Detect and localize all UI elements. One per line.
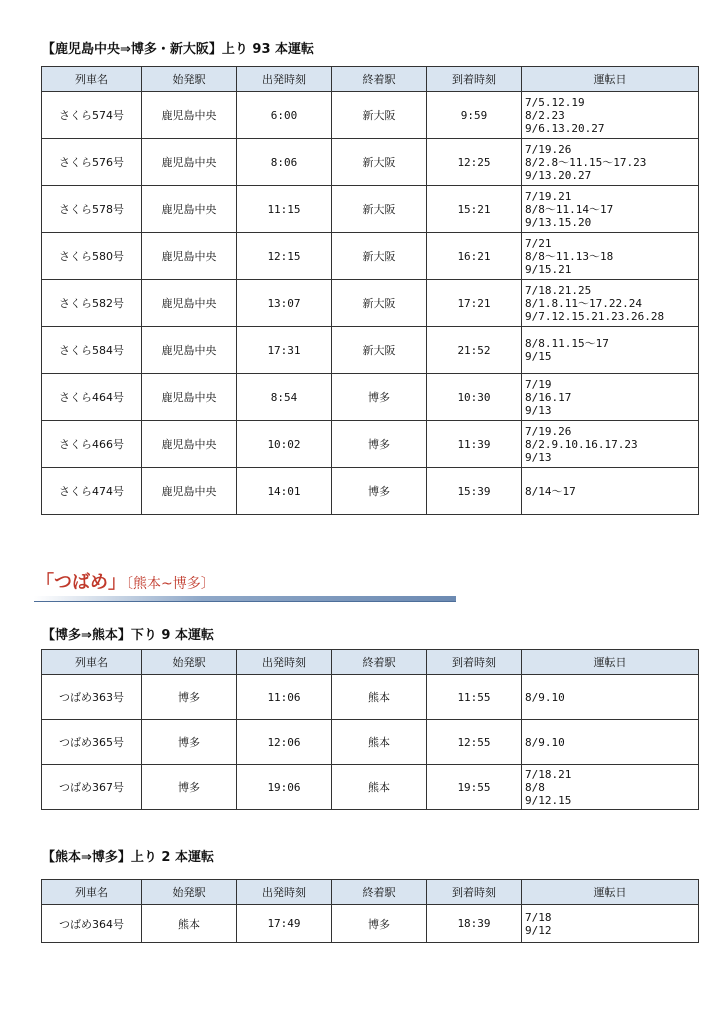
timetable-3 (41, 879, 699, 943)
date-line: 8/2.8～11.15～17.23 (525, 155, 647, 169)
table-row (42, 421, 699, 468)
date-line: 8/2.23 (525, 108, 565, 122)
date-line: 8/9.10 (525, 690, 565, 704)
header-col-departure: 出発時刻 (237, 67, 332, 92)
date-line: 7/19.26 (525, 424, 572, 438)
cell-arrival: 18:39 (427, 905, 522, 943)
header-col-train: 列車名 (42, 880, 142, 905)
date-line: 7/18.21.25 (525, 283, 592, 297)
date-line: 9/13.20.27 (525, 168, 592, 182)
timetable-2 (41, 649, 699, 810)
section-title-2: 【博多⇒熊本】下り 9 本運転 (42, 628, 214, 643)
cell-destination: 新大阪 (332, 327, 427, 374)
timetable-1 (41, 66, 699, 515)
cell-arrival: 21:52 (427, 327, 522, 374)
cell-train: さくら464号 (42, 374, 142, 421)
cell-arrival: 16:21 (427, 233, 522, 280)
cell-arrival: 12:25 (427, 139, 522, 186)
header-col-arrival: 到着時刻 (427, 880, 522, 905)
header-col-destination: 終着駅 (332, 67, 427, 92)
cell-departure: 8:54 (237, 374, 332, 421)
rows-3 (42, 905, 699, 943)
cell-arrival: 17:21 (427, 280, 522, 327)
header-col-train: 列車名 (42, 650, 142, 675)
cell-train: さくら584号 (42, 327, 142, 374)
cell-destination: 博多 (332, 468, 427, 515)
cell-dates (522, 468, 699, 515)
cell-departure: 12:06 (237, 720, 332, 765)
cell-train: さくら466号 (42, 421, 142, 468)
date-line: 9/6.13.20.27 (525, 121, 605, 135)
date-line: 8/8 (525, 780, 545, 794)
cell-dates (522, 233, 699, 280)
date-line: 9/7.12.15.21.23.26.28 (525, 309, 665, 323)
header-col-destination: 終着駅 (332, 880, 427, 905)
table-row (42, 468, 699, 515)
header-col-origin: 始発駅 (142, 67, 237, 92)
cell-train: さくら580号 (42, 233, 142, 280)
cell-train: さくら578号 (42, 186, 142, 233)
cell-destination: 新大阪 (332, 186, 427, 233)
cell-train: さくら576号 (42, 139, 142, 186)
cell-origin: 博多 (142, 765, 237, 810)
date-line: 9/13.15.20 (525, 215, 592, 229)
cell-train: つばめ363号 (42, 675, 142, 720)
header-col-origin: 始発駅 (142, 880, 237, 905)
rows-2 (42, 675, 699, 810)
cell-origin: 熊本 (142, 905, 237, 943)
date-line: 8/14～17 (525, 484, 576, 498)
cell-departure: 19:06 (237, 765, 332, 810)
cell-destination: 新大阪 (332, 233, 427, 280)
date-line: 7/19 (525, 377, 552, 391)
cell-departure: 11:15 (237, 186, 332, 233)
date-line: 8/8～11.14～17 (525, 202, 614, 216)
cell-dates (522, 675, 699, 720)
date-line: 8/8.11.15～17 (525, 337, 609, 350)
date-line: 7/18.21 (525, 767, 572, 781)
cell-departure: 14:01 (237, 468, 332, 515)
cell-arrival: 11:39 (427, 421, 522, 468)
cell-dates (522, 374, 699, 421)
header-col-train: 列車名 (42, 67, 142, 92)
date-line: 8/1.8.11～17.22.24 (525, 296, 642, 310)
cell-departure: 13:07 (237, 280, 332, 327)
cell-arrival: 11:55 (427, 675, 522, 720)
date-line: 8/2.9.10.16.17.23 (525, 437, 638, 451)
table-row (42, 905, 699, 943)
table-row (42, 327, 699, 374)
header-col-departure: 出発時刻 (237, 650, 332, 675)
table-row (42, 280, 699, 327)
cell-destination: 熊本 (332, 765, 427, 810)
table-row (42, 720, 699, 765)
date-line: 9/15 (525, 350, 552, 363)
cell-origin: 鹿児島中央 (142, 186, 237, 233)
section-title-3: 【熊本⇒博多】上り 2 本運転 (42, 850, 214, 865)
cell-origin: 鹿児島中央 (142, 374, 237, 421)
cell-arrival: 10:30 (427, 374, 522, 421)
cell-arrival: 15:39 (427, 468, 522, 515)
cell-origin: 鹿児島中央 (142, 280, 237, 327)
header-row (42, 67, 699, 92)
cell-departure: 11:06 (237, 675, 332, 720)
cell-train: つばめ365号 (42, 720, 142, 765)
header-col-dates: 運転日 (522, 650, 699, 675)
cell-destination: 博多 (332, 421, 427, 468)
date-line: 9/15.21 (525, 262, 572, 276)
cell-dates (522, 765, 699, 810)
table-row (42, 765, 699, 810)
date-line: 9/13 (525, 403, 552, 417)
table-row (42, 92, 699, 139)
cell-origin: 鹿児島中央 (142, 327, 237, 374)
date-line: 8/8～11.13～18 (525, 249, 614, 263)
train-name-heading: 「つばめ」 (36, 572, 126, 593)
cell-arrival: 9:59 (427, 92, 522, 139)
cell-origin: 鹿児島中央 (142, 421, 237, 468)
rows-1 (42, 92, 699, 515)
cell-destination: 博多 (332, 374, 427, 421)
table-row (42, 675, 699, 720)
cell-departure: 10:02 (237, 421, 332, 468)
header-row (42, 650, 699, 675)
route-heading: 〔熊本~博多〕 (126, 576, 215, 592)
table-row (42, 186, 699, 233)
header-row (42, 880, 699, 905)
cell-train: さくら582号 (42, 280, 142, 327)
cell-destination: 新大阪 (332, 92, 427, 139)
header-col-dates: 運転日 (522, 67, 699, 92)
tsubame-heading (36, 568, 215, 594)
table-row (42, 374, 699, 421)
date-line: 9/12 (525, 923, 552, 937)
table-row (42, 233, 699, 280)
cell-dates (522, 327, 699, 374)
cell-origin: 鹿児島中央 (142, 233, 237, 280)
date-line: 7/5.12.19 (525, 95, 585, 109)
cell-departure: 6:00 (237, 92, 332, 139)
date-line: 7/21 (525, 236, 552, 250)
cell-dates (522, 421, 699, 468)
header-col-arrival: 到着時刻 (427, 650, 522, 675)
date-line: 9/12.15 (525, 793, 572, 807)
cell-destination: 熊本 (332, 675, 427, 720)
cell-origin: 博多 (142, 720, 237, 765)
cell-destination: 博多 (332, 905, 427, 943)
cell-departure: 17:49 (237, 905, 332, 943)
cell-train: つばめ364号 (42, 905, 142, 943)
table-row (42, 139, 699, 186)
cell-dates (522, 139, 699, 186)
cell-origin: 博多 (142, 675, 237, 720)
section-title-1: 【鹿児島中央⇒博多・新大阪】上り 93 本運転 (42, 42, 315, 57)
date-line: 8/16.17 (525, 390, 572, 404)
header-col-dates: 運転日 (522, 880, 699, 905)
header-col-origin: 始発駅 (142, 650, 237, 675)
cell-arrival: 15:21 (427, 186, 522, 233)
cell-dates (522, 186, 699, 233)
cell-destination: 熊本 (332, 720, 427, 765)
header-col-departure: 出発時刻 (237, 880, 332, 905)
date-line: 7/19.21 (525, 189, 572, 203)
cell-origin: 鹿児島中央 (142, 139, 237, 186)
cell-departure: 17:31 (237, 327, 332, 374)
cell-dates (522, 905, 699, 943)
cell-destination: 新大阪 (332, 280, 427, 327)
cell-origin: 鹿児島中央 (142, 468, 237, 515)
header-col-arrival: 到着時刻 (427, 67, 522, 92)
cell-departure: 8:06 (237, 139, 332, 186)
cell-train: つばめ367号 (42, 765, 142, 810)
cell-dates (522, 720, 699, 765)
cell-train: さくら474号 (42, 468, 142, 515)
date-line: 9/13 (525, 450, 552, 464)
cell-destination: 新大阪 (332, 139, 427, 186)
date-line: 7/19.26 (525, 142, 572, 156)
cell-arrival: 19:55 (427, 765, 522, 810)
cell-dates (522, 280, 699, 327)
cell-departure: 12:15 (237, 233, 332, 280)
date-line: 8/9.10 (525, 735, 565, 749)
cell-train: さくら574号 (42, 92, 142, 139)
header-col-destination: 終着駅 (332, 650, 427, 675)
date-line: 7/18 (525, 910, 552, 924)
heading-underline (34, 596, 456, 602)
cell-dates (522, 92, 699, 139)
cell-arrival: 12:55 (427, 720, 522, 765)
cell-origin: 鹿児島中央 (142, 92, 237, 139)
